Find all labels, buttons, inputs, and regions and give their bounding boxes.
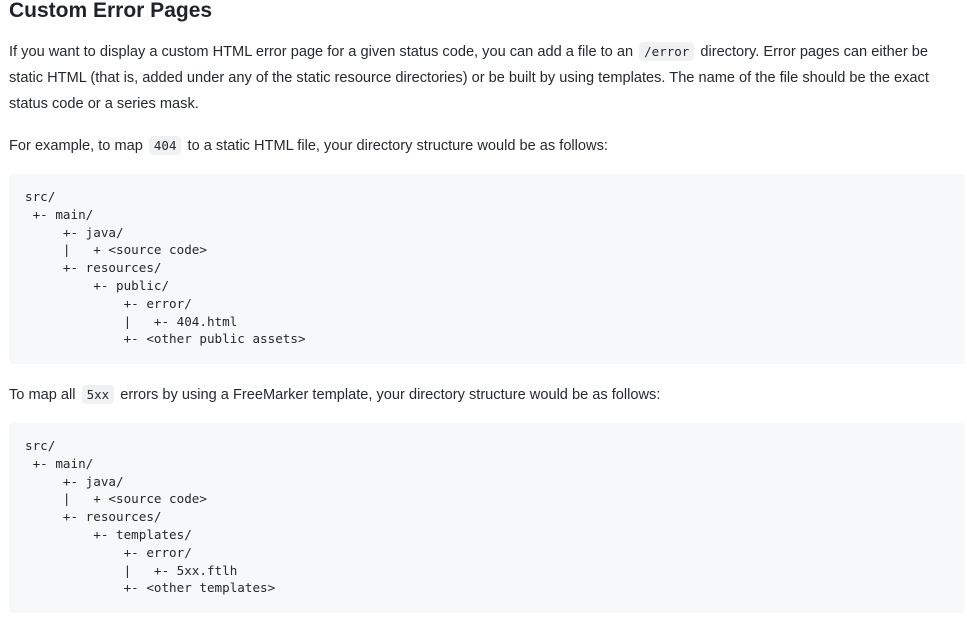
inline-code-404: 404	[149, 136, 182, 155]
template-example-text-end: errors by using a FreeMarker template, your directory structure would be as follows:	[116, 387, 661, 403]
static-example-paragraph	[9, 133, 608, 159]
template-directory-tree: src/ +- main/ +- java/ | + <source code> +- resources/ +- templates/ +- error/ | +- 5xx.ftlh +- <other templates>	[25, 438, 276, 596]
section-title: Custom Error Pages	[9, 0, 213, 22]
intro-text-end: directory. Error pages can either be static HTML (that is, added under any of the static resource directories) or be built by using templates. The name of the file should be the exact status code or a series mask.	[9, 44, 929, 112]
intro-text-start: If you want to display a custom HTML error page for a given status code, you can add a file to an	[9, 44, 638, 60]
static-example-text-end: to a static HTML file, your directory structure would be as follows:	[183, 138, 608, 154]
inline-code-error-dir: /error	[639, 42, 694, 61]
static-example-text-start: For example, to map	[9, 138, 147, 154]
static-directory-code-block	[9, 174, 965, 364]
template-directory-code-block	[9, 423, 965, 613]
template-example-paragraph	[9, 382, 660, 408]
intro-paragraph	[9, 39, 954, 117]
inline-code-5xx: 5xx	[82, 385, 115, 404]
static-directory-tree: src/ +- main/ +- java/ | + <source code> +- resources/ +- public/ +- error/ | +- 404.html +- <other public assets>	[25, 189, 306, 347]
template-example-text-start: To map all	[9, 387, 80, 403]
